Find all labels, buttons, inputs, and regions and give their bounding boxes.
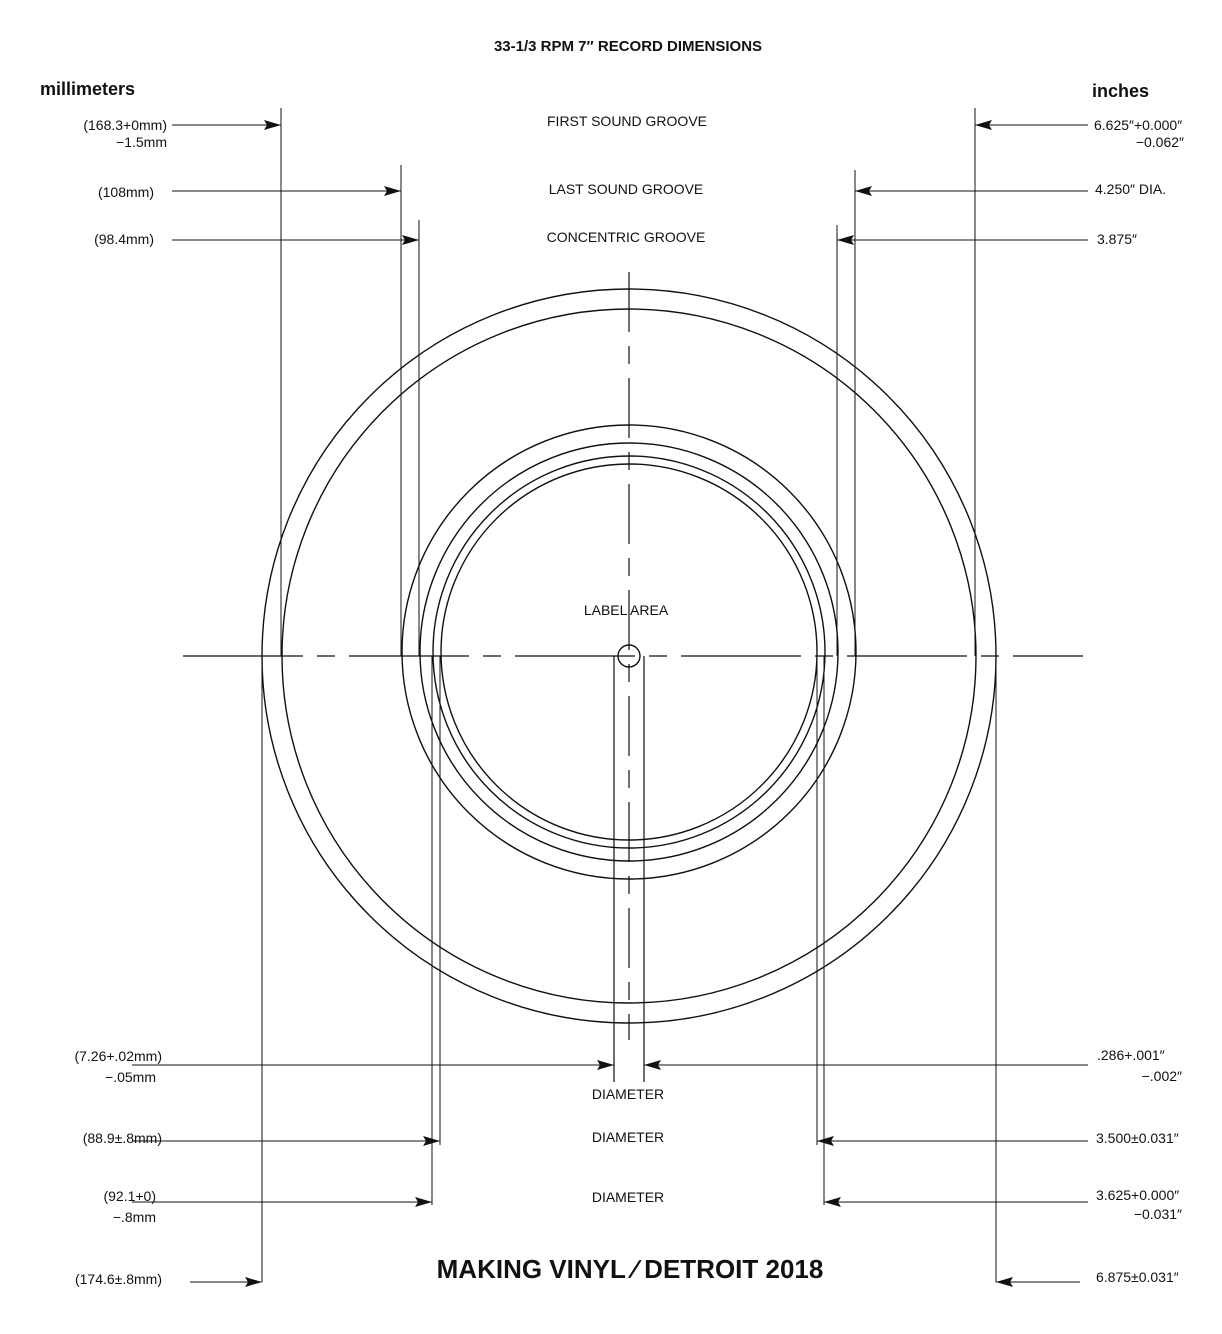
diameter-label-hole: DIAMETER <box>591 1086 665 1102</box>
mm-concentric: (98.4mm) <box>94 231 154 247</box>
mm-hole-tol: −.05mm <box>105 1069 156 1085</box>
mm-last-groove: (108mm) <box>97 184 154 200</box>
in-3-500: 3.500±0.031″ <box>1096 1130 1179 1146</box>
in-first-groove-tol: −0.062″ <box>1135 134 1184 150</box>
in-first-groove: 6.625″+0.000″ <box>1094 117 1183 133</box>
mm-outer: (174.6±.8mm) <box>74 1271 162 1287</box>
inches-header: inches <box>1092 81 1150 101</box>
label-area-label: LABEL AREA <box>583 602 669 618</box>
mm-hole: (7.26+.02mm) <box>74 1048 162 1064</box>
in-outer: 6.875±0.031″ <box>1096 1269 1179 1285</box>
in-3-625: 3.625+0.000″ <box>1096 1187 1180 1203</box>
in-3-625-tol: −0.031″ <box>1133 1206 1182 1222</box>
in-hole: .286+.001″ <box>1097 1047 1165 1063</box>
diameter-label-92-1: DIAMETER <box>591 1189 665 1205</box>
millimeters-header: millimeters <box>40 79 136 99</box>
diameter-label-88-9: DIAMETER <box>591 1129 665 1145</box>
in-hole-tol: −.002″ <box>1141 1068 1182 1084</box>
concentric-groove-label: CONCENTRIC GROOVE <box>546 229 706 245</box>
last-sound-groove-label: LAST SOUND GROOVE <box>548 181 704 197</box>
first-sound-groove-label: FIRST SOUND GROOVE <box>547 113 707 129</box>
mm-92-1: (92.1+0) <box>103 1188 156 1204</box>
mm-92-1-tol: −.8mm <box>112 1209 156 1225</box>
footer-title: MAKING VINYL ∕ DETROIT 2018 <box>436 1254 824 1284</box>
mm-first-groove: (168.3+0mm) <box>83 117 167 133</box>
diagram-title: 33-1/3 RPM 7″ RECORD DIMENSIONS <box>493 38 763 55</box>
in-last-groove: 4.250″ DIA. <box>1095 181 1167 197</box>
mm-88-9: (88.9±.8mm) <box>82 1130 162 1146</box>
mm-first-groove-tol: −1.5mm <box>116 134 167 150</box>
in-concentric: 3.875″ <box>1097 231 1137 247</box>
